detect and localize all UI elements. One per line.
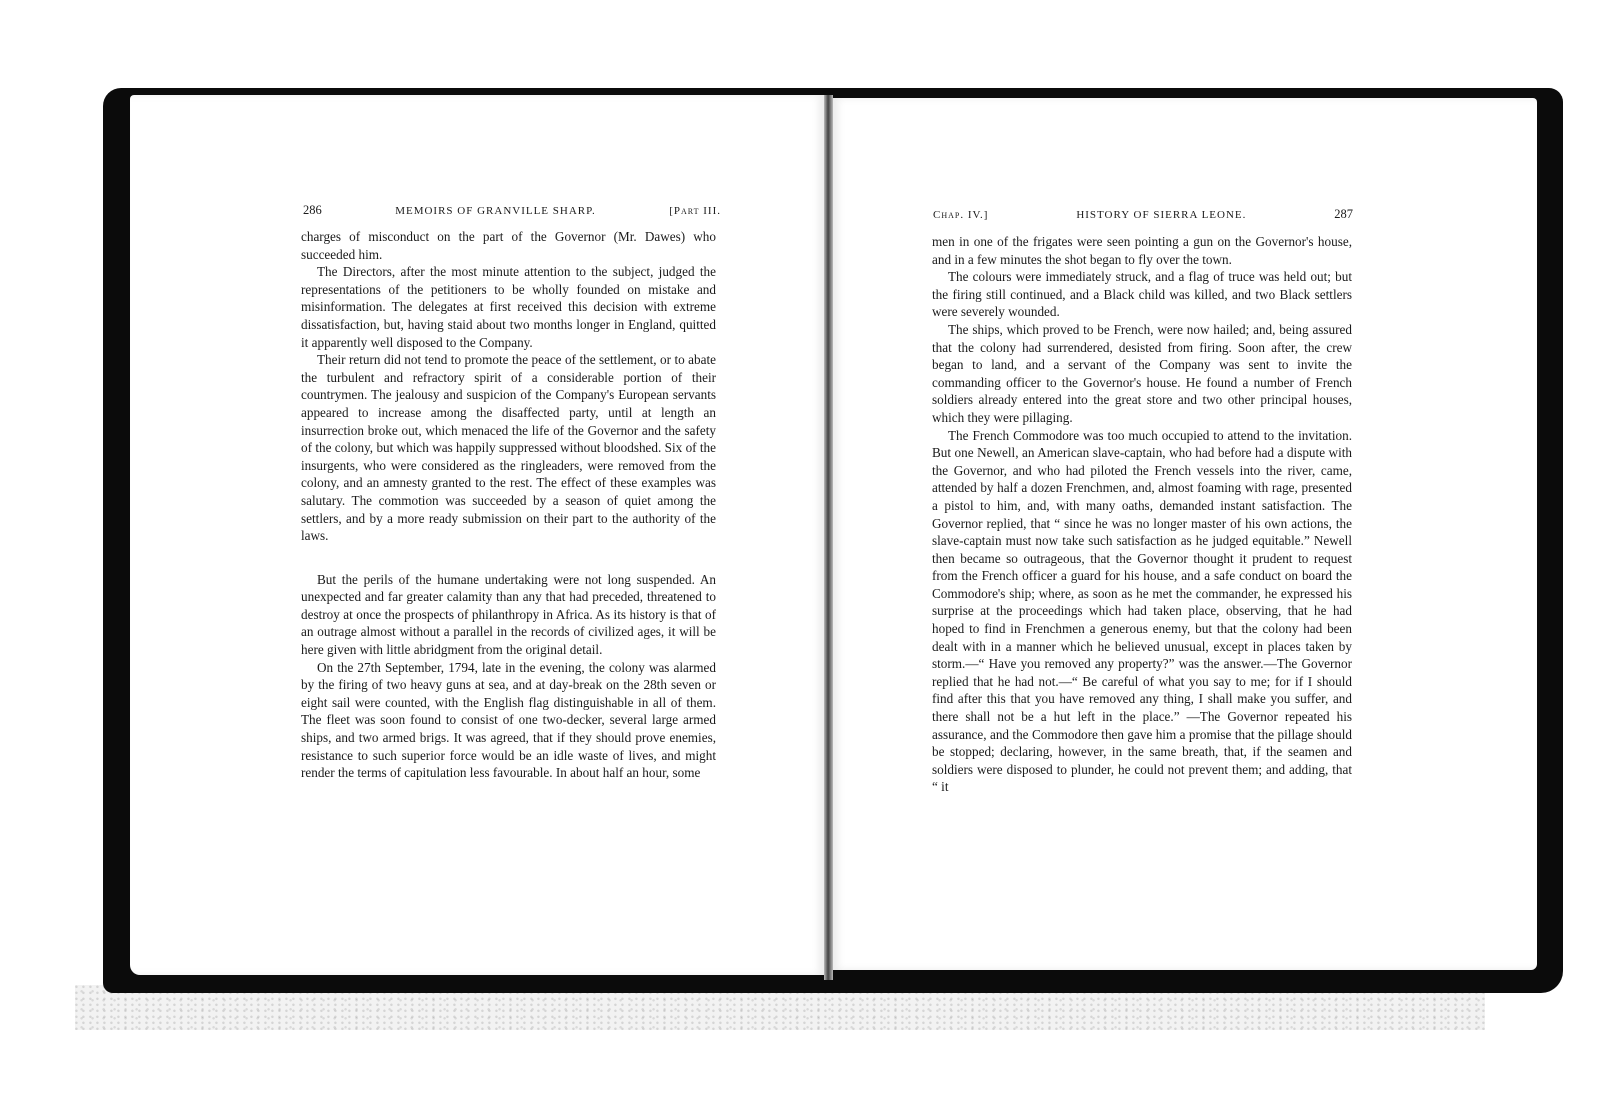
left-paragraph: On the 27th September, 1794, late in the evening, the colony was alarmed by the firing of two heavy guns at sea, and at day-break on the 28th seven or eight sail were counted, with the English flag distinguishable in all of them. The fleet was soon found to consist of one two-decker, several large armed ships, and two armed brigs. It was agreed, that if they should prove enemies, resistance to such superior force would be an idle waste of lives, and might render the terms of capitulation less favourable. In about half an hour, some <box>301 659 716 781</box>
right-chapter-label: Chap. IV.] <box>933 209 989 221</box>
right-paragraph: The French Commodore was too much occupied to attend to the invitation. But one Newell, an American slave-captain, who had before had a dispute with the Governor, and who had piloted the French vessels into the river, came, attended by half a dozen Frenchmen, and, almost foaming with rage, presented a pistol to him, and, with many oaths, demanded instant satisfaction. The Governor replied, that “ since he was no longer master of his own actions, the slave-captain must now take such satisfaction as he judged equitable.” Newell then became so outrageous, that the Governor thought it prudent to request from the French officer a guard for his house, and a safe conduct on board the Commodore's ship; where, as soon as he met the commander, he expressed his surprise at the proceedings which had taken place, observing, that he had hoped to find in Frenchmen a generous enemy, but that the colony had been dealt with in a manner which he believed unusual, except in places taken by storm.—“ Have you removed any property?” was the answer.—The Governor replied that he had not.—“ Be careful of what you say to me; for if I should find after this that you have removed any thing, I shall make you suffer, and there shall not be a hut left in the place.” —The Governor repeated his assurance, and the Commodore then gave him a promise that the pillage should be stopped; declaring, however, in the same breath, that, if the seamen and soldiers were disposed to plunder, he could not prevent them; and adding, that “ it <box>932 427 1352 795</box>
left-paragraph: The Directors, after the most minute attention to the subject, judged the representations of the petitioners to be wholly founded on mistake and misinformation. The delegates at first received this decision with extreme dissatisfaction, but, having staid about two months longer in England, quitted it apparently well disposed to the Company. <box>301 264 716 350</box>
right-paragraph: The ships, which proved to be French, were now hailed; and, being assured that the colony had surrendered, desisted from firing. Soon after, the crew began to land, and a servant of the Company was sent to invite the commanding officer to the Governor's house. He found a number of French soldiers already entered into the great store and two other principal houses, which they were pillaging. <box>932 321 1352 425</box>
left-part-label: [Part III. <box>669 205 721 217</box>
left-paragraph: charges of misconduct on the part of the Governor (Mr. Dawes) who succeeded him. <box>301 229 716 262</box>
left-paragraph: But the perils of the humane undertaking were not long suspended. An unexpected and far greater calamity than any that had preceded, threatened to destroy at once the prospects of philanthropy in Africa. As its history is that of an outrage almost without a parallel in the records of civilized ages, it will be here given with little abridgment from the original detail. <box>301 571 716 658</box>
right-page-number: 287 <box>1334 207 1353 221</box>
right-page-body <box>932 233 1352 796</box>
right-running-title: HISTORY OF SIERRA LEONE. <box>1076 209 1247 221</box>
right-paragraph: The colours were immediately struck, and a flag of truce was held out; but the firing still continued, and a Black child was killed, and two Black settlers were severely wounded. <box>932 269 1352 320</box>
left-page-number: 286 <box>303 203 322 217</box>
left-page-body <box>301 228 716 782</box>
left-running-head <box>303 203 721 219</box>
left-running-title: MEMOIRS OF GRANVILLE SHARP. <box>395 205 596 217</box>
right-running-head <box>933 207 1353 223</box>
left-paragraph: Their return did not tend to promote the peace of the settlement, or to abate the turbulent and refractory spirit of a considerable portion of their countrymen. The jealousy and suspicion of the Company's European servants appeared to increase among the disaffected party, until at length an insurrection broke out, which menaced the life of the Governor and the safety of the colony, but which was happily suppressed without bloodshed. Six of the insurgents, who were considered as the ringleaders, were removed from the colony, and an amnesty granted to the rest. The effect of these examples was salutary. The commotion was succeeded by a season of quiet among the settlers, and by a more ready submission on their part to the authority of the laws. <box>301 352 716 544</box>
right-paragraph: men in one of the frigates were seen pointing a gun on the Governor's house, and in a few minutes the shot began to fly over the town. <box>932 234 1352 267</box>
book-gutter <box>824 95 833 980</box>
